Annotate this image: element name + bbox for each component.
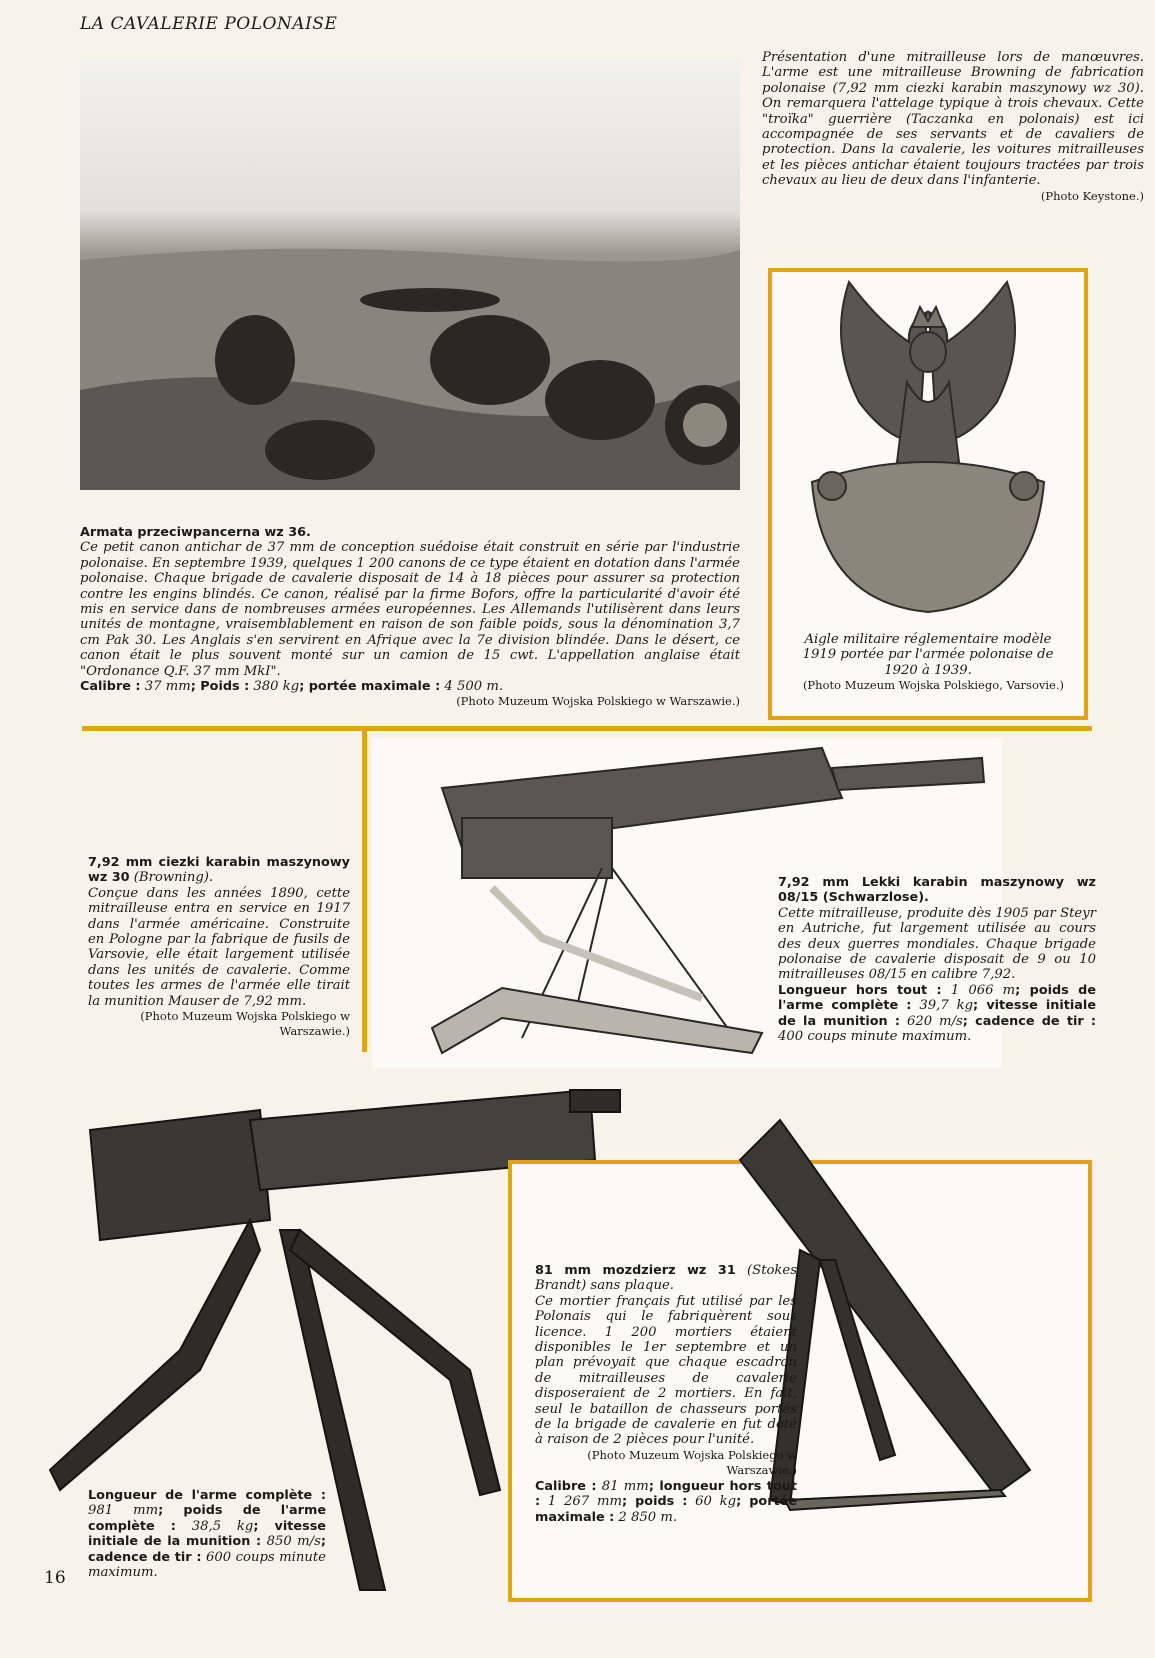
spec-label: ; poids de l'arme complète :	[778, 982, 1097, 1014]
spec-label: Longueur hors tout :	[778, 982, 942, 998]
browning-title	[88, 855, 350, 886]
browning-specs	[88, 1488, 326, 1580]
browning-subtitle: (Browning).	[133, 870, 214, 886]
spec-value: 37 mm	[144, 679, 191, 695]
spec-label: ; Poids :	[190, 679, 250, 695]
spec-label: Calibre :	[535, 1478, 597, 1494]
photo-credit: (Photo Muzeum Wojska Polskiego w Warszawie.)	[456, 694, 740, 709]
spec-label: ; cadence de tir :	[962, 1013, 1096, 1029]
photo-credit-keystone: (Photo Keystone.)	[1040, 188, 1144, 203]
spec-label: ; poids de l'arme complète :	[88, 1503, 327, 1534]
mortar-title	[535, 1263, 797, 1294]
browning-title-text: 7,92 mm ciezki karabin maszynowy wz 30	[88, 855, 350, 886]
photo-credit: (Photo Muzeum Wojska Polskiego w Warszawie.)	[140, 1009, 350, 1039]
divider-rule	[362, 726, 1092, 731]
spec-value: 380 kg	[253, 679, 300, 695]
spec-value: 39,7 kg	[919, 998, 974, 1014]
spec-label: ; portée maximale :	[299, 679, 441, 695]
spec-value: 600 coups minute maximum.	[88, 1549, 326, 1581]
page-number: 16	[44, 1568, 66, 1588]
schwarzlose-caption	[778, 875, 1096, 1044]
mortar-specs	[535, 1479, 797, 1525]
spec-value: 2 850 m.	[618, 1509, 678, 1525]
browning-specs-text	[88, 1488, 326, 1580]
spec-value: 1 066 m	[950, 982, 1016, 998]
polish-eagle-badge	[772, 272, 1084, 632]
browning-text: Conçue dans les années 1890, cette mitrailleuse entra en service en 1917 dans l'armée américaine. Construite en Pologne par la fabrique de fusils de Varsovie, elle était largement utilisée dans les unités de cavalerie. Comme toutes les armes de l'armée elle tirait la munition Mauser de 7,92 mm.	[88, 885, 350, 1009]
antitank-caption	[80, 525, 740, 710]
schwarzlose-text: Cette mitrailleuse, produite dès 1905 par Steyr en Autriche, fut largement utilisée au cours des deux guerres mondiales. Chaque brigade polonaise de cavalerie disposait de 9 ou 10 mitrailleuses 08/15 en calibre 7,92.	[778, 905, 1096, 983]
photo-credit: (Photo Muzeum Wojska Polskiego, Varsovie.)	[802, 678, 1064, 693]
antitank-text: Ce petit canon antichar de 37 mm de conception suédoise était construit en série par l'industrie polonaise. En septembre 1939, quelques 1 200 canons de ce type étaient en dotation dans l'armée polonaise. Chaque brigade de cavalerie disposait de 14 à 18 pièces pour assurer sa protection contre les engins blindés. Ce canon, réalisé par la firme Bofors, offre la particularité d'avoir été mis en service dans de nombreuses armées européennes. Les Allemands l'utilisèrent dans leurs unités de montagne, vraisemblablement en raison de son faible poids, sous la dénomination 3,7 cm Pak 30. Les Anglais s'en servirent en Afrique avec la 7e division blindée. Dans le désert, ce canon était le plus souvent monté sur un camion de 15 cwt. L'appellation anglaise était "Ordonance Q.F. 37 mm MkI".	[80, 540, 740, 679]
mortar-title-text: 81 mm mozdzierz wz 31	[535, 1263, 736, 1278]
spec-label: ; longueur hors tout :	[535, 1478, 798, 1510]
spec-value: 1 267 mm	[547, 1494, 622, 1510]
browning-caption	[88, 855, 350, 1040]
spec-label: ; poids :	[621, 1494, 688, 1510]
antitank-specs	[80, 679, 740, 694]
eagle-text: Aigle militaire réglementaire modèle 1919 portée par l'armée polonaise de 1920 à 1939.	[802, 632, 1054, 678]
mortar-text: Ce mortier français fut utilisé par les Polonais qui le fabriquèrent sous licence. 1 200 mortiers étaient disponibles le 1er septembre et un plan prévoyait que chaque escadron de mitrailleuses de cavalerie disposeraient de 2 mortiers. En fait, seul le bataillon de chasseurs portés de la brigade de cavalerie en fut doté à raison de 2 pièces pour l'unité.	[535, 1293, 797, 1448]
schwarzlose-specs	[778, 983, 1096, 1045]
mg-manoeuvres-caption	[762, 50, 1144, 204]
divider-rule	[362, 726, 367, 1052]
spec-value: 38,5 kg	[191, 1518, 254, 1534]
spec-label: ; cadence de tir :	[88, 1534, 326, 1565]
antitank-gun-photo	[80, 60, 740, 490]
eagle-frame	[768, 268, 1088, 720]
spec-label: ; vitesse initiale de la munition :	[88, 1518, 326, 1550]
spec-value: 850 m/s	[266, 1534, 321, 1550]
spec-label: Calibre :	[80, 679, 141, 695]
mg-manoeuvres-text: Présentation d'une mitrailleuse lors de manœuvres. L'arme est une mitrailleuse Browning de fabrication polonaise (7,92 mm ciezki karabin maszynowy wz 30). On remarquera l'attelage typique à trois chevaux. Cette "troïka" guerrière (Taczanka en polonais) est ici accompagnée de ses servants et de cavaliers de protection. Dans la cavalerie, les voitures mitrailleuses et les pièces antichar étaient toujours tractées par trois chevaux au lieu de deux dans l'infanterie.	[762, 50, 1144, 189]
running-head: LA CAVALERIE POLONAISE	[80, 14, 338, 34]
photo-credit: (Photo Muzeum Wojska Polskiego w Warszawie.)	[587, 1447, 797, 1478]
mortar-subtitle: (Stokes Brandt) sans plaque.	[535, 1263, 797, 1294]
spec-label: ; portée maximale :	[535, 1494, 798, 1525]
divider-rule	[82, 726, 366, 731]
spec-value: 400 coups minute maximum.	[778, 1029, 972, 1045]
antitank-title: Armata przeciwpancerna wz 36.	[80, 525, 311, 540]
spec-value: 620 m/s	[906, 1013, 963, 1029]
spec-value: 981 mm	[88, 1503, 159, 1519]
spec-label: ; vitesse initiale de la munition :	[778, 998, 1097, 1029]
spec-value: 4 500 m.	[444, 679, 504, 695]
spec-label: Longueur de l'arme complète :	[88, 1488, 326, 1503]
spec-value: 81 mm	[601, 1478, 649, 1494]
eagle-caption	[772, 632, 1084, 694]
spec-value: 60 kg	[695, 1494, 737, 1510]
schwarzlose-title: 7,92 mm Lekki karabin maszynowy wz 08/15 (Schwarzlose).	[778, 875, 1096, 906]
mortar-caption	[535, 1263, 797, 1525]
